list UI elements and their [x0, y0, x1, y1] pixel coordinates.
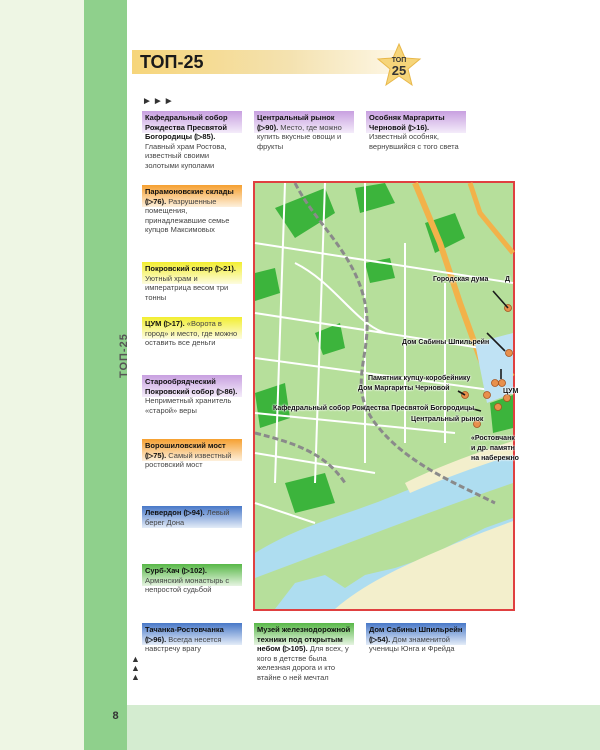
map-label-embankment: на набережно — [471, 455, 519, 462]
card-ref: (▷96). — [145, 634, 167, 644]
card-title: Музей железнодорожной техники под открытым небом — [257, 625, 351, 653]
card-tsum[interactable] — [142, 317, 242, 350]
card-cathedral[interactable] — [142, 111, 242, 172]
card-tachanka[interactable] — [142, 623, 242, 656]
map-label-tsum: ЦУМ — [503, 388, 519, 395]
card-title: Сурб-Хач — [145, 566, 180, 575]
card-desc: Всегда несется навстречу врагу — [145, 634, 222, 653]
card-desc: Место, где можно купить вкусные овощи и фрукты — [257, 122, 342, 151]
card-chernova-mansion[interactable] — [366, 111, 466, 153]
card-ref: (▷90). — [257, 122, 279, 132]
card-title: Ворошиловский мост — [145, 441, 226, 450]
card-railway-museum[interactable] — [254, 623, 354, 684]
card-ref: (▷17). — [163, 319, 185, 328]
card-pokrovsky-square[interactable] — [142, 262, 242, 304]
city-map[interactable] — [253, 181, 519, 611]
card-desc: Известный особняк, вернувшийся с того света — [369, 132, 459, 151]
map-label-rostovchanka: «Ростовчанк — [471, 435, 515, 442]
card-desc: Самый известный ростовский мост — [145, 450, 232, 469]
card-ref: (▷54). — [369, 634, 391, 644]
card-ref: (▷105). — [282, 644, 308, 653]
map-label-spielrein: Дом Сабины Шпильрейн — [402, 339, 490, 346]
card-desc: Армянский монастырь с непростой судьбой — [145, 575, 230, 594]
page-number: 8 — [104, 705, 127, 728]
card-title: Старообрядческий Покровский собор — [145, 377, 216, 396]
map-label-d: Д — [505, 276, 510, 283]
card-desc: Главный храм Ростова, известный своими золотыми куполами — [145, 141, 227, 170]
card-title: ЦУМ — [145, 319, 162, 328]
map-label-city-duma: Городская дума — [433, 276, 489, 283]
card-desc: Неприметный хранитель «старой» веры — [145, 396, 232, 415]
page-title: ТОП-25 — [140, 52, 204, 72]
card-title: Левердон — [145, 508, 182, 517]
card-spielrein-house[interactable] — [366, 623, 466, 656]
map-label-chernova: Дом Маргариты Черновой — [358, 385, 450, 392]
top25-badge — [375, 43, 423, 87]
map-label-monuments: и др. памятн — [471, 445, 515, 452]
card-voroshilov-bridge[interactable] — [142, 439, 242, 472]
card-title: Дом Сабины Шпильрейн — [369, 625, 463, 634]
card-market[interactable] — [254, 111, 354, 153]
card-desc: «Ворота в город» и место, где можно оставить все деньги — [145, 319, 238, 347]
card-ref: (▷94). — [183, 508, 205, 517]
card-ref: (▷21). — [214, 264, 237, 273]
card-ref: (▷75). — [145, 450, 167, 460]
card-desc: Разрушенные помещения, принадлежавшие семье купцов Максимовых — [145, 196, 230, 234]
card-title: Центральный рынок — [257, 113, 335, 122]
badge-number: 25 — [391, 63, 407, 78]
card-paramonov[interactable] — [142, 185, 242, 237]
map-label-market: Центральный рынок — [411, 416, 484, 423]
up-arrows-icon: ▲ ▲ ▲ — [131, 654, 140, 682]
map-label-monument: Памятник купцу-коробейнику — [368, 375, 471, 382]
card-surb-khach[interactable] — [142, 564, 242, 597]
map-label-cathedral: Кафедральный собор Рождества Пресвятой Богородицы — [273, 405, 475, 412]
card-ref: (▷85). — [194, 132, 216, 141]
card-title: Тачанка-Ростовчанка — [145, 625, 224, 634]
card-desc: Уютный храм и императрица весом три тонны — [145, 273, 229, 302]
card-title: Парамоновские склады — [145, 187, 234, 196]
card-title: Кафедральный собор Рождества Пресвятой Богородицы — [145, 113, 228, 141]
side-section-title: ТОП-25 — [118, 333, 130, 378]
card-ref: (▷102). — [181, 566, 208, 575]
map-graphic — [255, 183, 513, 609]
card-desc: Левый берег Дона — [145, 508, 230, 527]
badge-label: ТОП — [391, 57, 407, 64]
bottom-band — [127, 705, 600, 750]
card-title: Покровский сквер — [145, 264, 213, 273]
card-ref: (▷86). — [216, 386, 238, 396]
card-old-believers[interactable] — [142, 375, 242, 417]
card-ref: (▷76). — [145, 196, 167, 206]
card-desc: Дом знаменитой ученицы Юнга и Фрейда — [369, 634, 455, 653]
card-ref: (▷16). — [407, 122, 430, 132]
forward-arrows-icon: ►►► — [142, 96, 175, 107]
card-title: Особняк Маргариты Черновой — [369, 113, 445, 132]
card-desc: Для всех, у кого в детстве была железная дорога и кто втайне о ней мечтал — [257, 644, 349, 682]
card-leverdon[interactable] — [142, 506, 242, 529]
